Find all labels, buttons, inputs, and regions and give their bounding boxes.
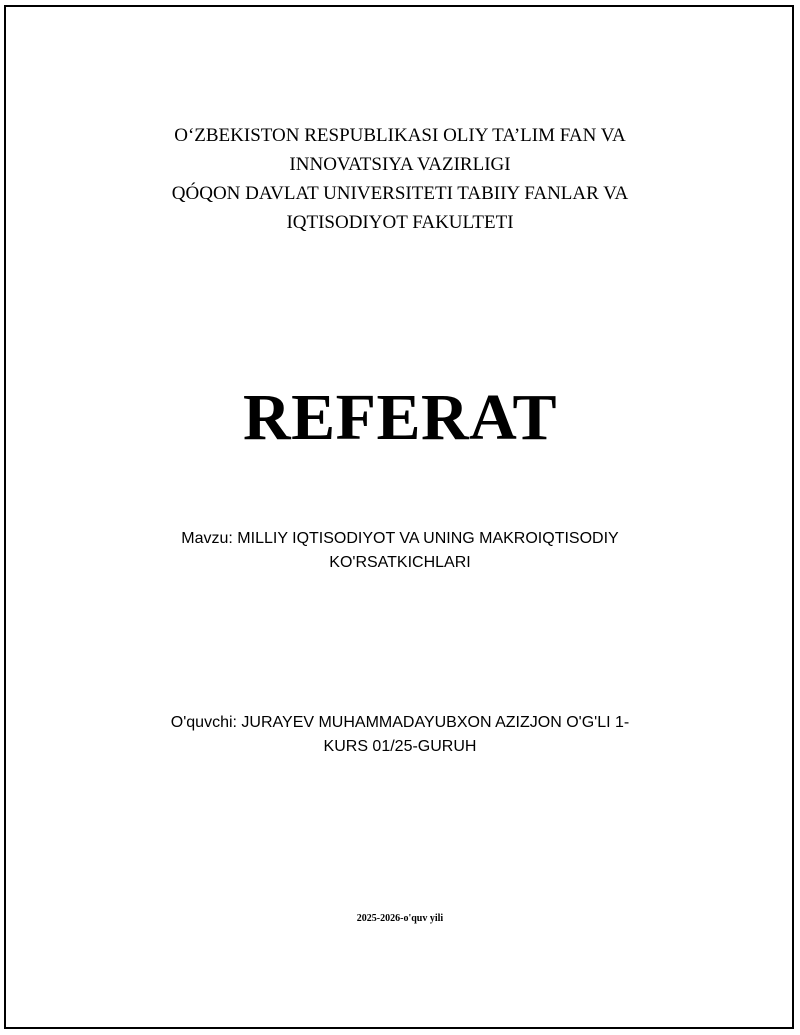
student-line-2: KURS 01/25-GURUH (323, 738, 477, 755)
header-line-3: QÓQON DAVLAT UNIVERSITETI TABIIY FANLAR VA (171, 183, 629, 204)
topic-line-2: KO'RSATKICHLARI (329, 554, 471, 571)
topic-line-1: Mavzu: MILLIY IQTISODIYOT VA UNING MAKROIQTISODIY (181, 530, 619, 547)
document-title: REFERAT (243, 381, 557, 454)
header-line-4: IQTISODIYOT FAKULTETI (286, 212, 514, 233)
student-line-1: O'quvchi: JURAYEV MUHAMMADAYUBXON AZIZJON O'G'LI 1- (170, 714, 630, 731)
institution-header (0, 121, 800, 237)
header-line-1: O‘ZBEKISTON RESPUBLIKASI OLIY TA’LIM FAN VA (174, 125, 626, 146)
topic-block (0, 527, 800, 575)
academic-year: 2025-2026-o'quv yili (356, 913, 444, 924)
header-line-2: INNOVATSIYA VAZIRLIGI (289, 154, 511, 175)
student-block (0, 711, 800, 759)
